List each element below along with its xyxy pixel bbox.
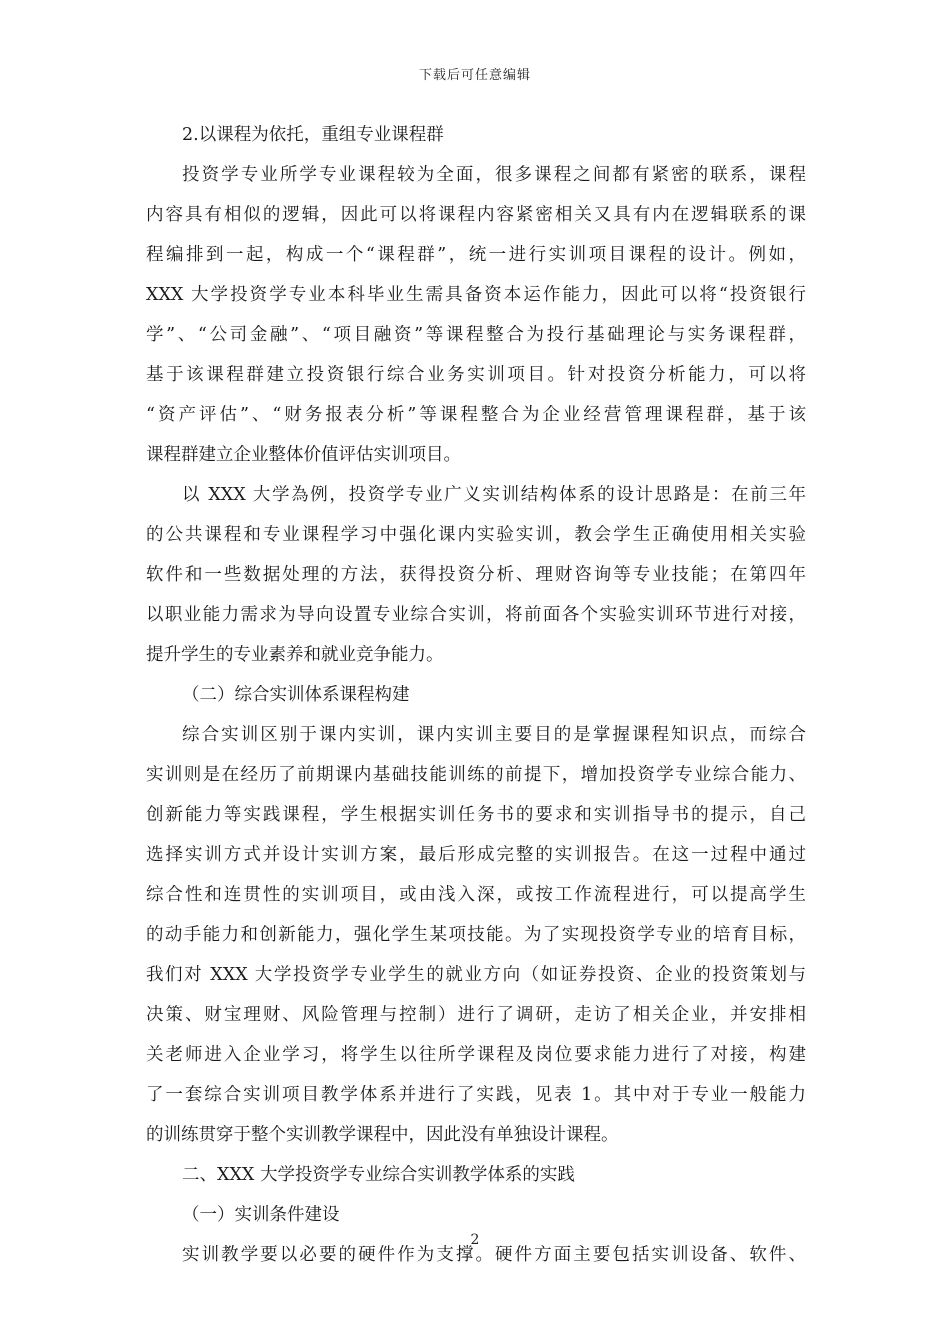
heading-line: 2.以课程为依托，重组专业课程群 bbox=[182, 125, 444, 145]
paragraph-line: 决策、财宝理财、风险管理与控制）进行了调研，走访了相关企业，并安排相 bbox=[146, 1005, 806, 1025]
paragraph-line: 的动手能力和创新能力，强化学生某项技能。为了实现投资学专业的培育目标， bbox=[146, 925, 806, 945]
paragraph-line: XXX 大学投资学专业本科毕业生需具备资本运作能力，因此可以将“投资银行 bbox=[146, 285, 806, 305]
paragraph-line: 内容具有相似的逻辑，因此可以将课程内容紧密相关又具有内在逻辑联系的课 bbox=[146, 205, 806, 225]
paragraph-line: 实训则是在经历了前期课内基础技能训练的前提下，增加投资学专业综合能力、 bbox=[146, 765, 806, 785]
paragraph-line: 基于该课程群建立投资银行综合业务实训项目。针对投资分析能力，可以将 bbox=[146, 365, 806, 385]
paragraph-line: 学”、“公司金融”、“项目融资”等课程整合为投行基础理论与实务课程群， bbox=[146, 325, 806, 345]
paragraph-line: 关老师进入企业学习，将学生以往所学课程及岗位要求能力进行了对接，构建 bbox=[146, 1045, 806, 1065]
paragraph-line: 综合实训区别于课内实训，课内实训主要目的是掌握课程知识点，而综合 bbox=[182, 725, 806, 745]
paragraph-line: 提升学生的专业素养和就业竞争能力。 bbox=[146, 645, 444, 665]
paragraph-line: 程编排到一起，构成一个“课程群”，统一进行实训项目课程的设计。例如， bbox=[146, 245, 806, 265]
paragraph-line: 了一套综合实训项目教学体系并进行了实践，见表 1。其中对于专业一般能力 bbox=[146, 1085, 806, 1105]
paragraph-line: 实训教学要以必要的硬件作为支撑。硬件方面主要包括实训设备、软件、 bbox=[182, 1245, 806, 1265]
paragraph-line: 课程群建立企业整体价值评估实训项目。 bbox=[146, 445, 461, 465]
paragraph-line: 投资学专业所学专业课程较为全面，很多课程之间都有紧密的联系，课程 bbox=[182, 165, 806, 185]
page-header: 下载后可任意编辑 bbox=[418, 68, 531, 83]
paragraph-line: 以职业能力需求为导向设置专业综合实训，将前面各个实验实训环节进行对接， bbox=[146, 605, 806, 625]
paragraph-line: 软件和一些数据处理的方法，获得投资分析、理财咨询等专业技能；在第四年 bbox=[146, 565, 806, 585]
paragraph-line: 以 XXX 大学為例，投资学专业广义实训结构体系的设计思路是：在前三年 bbox=[182, 485, 806, 505]
paragraph-line: “资产评估”、“财务报表分析”等课程整合为企业经营管理课程群，基于该 bbox=[146, 405, 806, 425]
paragraph-line: 选择实训方式并设计实训方案，最后形成完整的实训报告。在这一过程中通过 bbox=[146, 845, 806, 865]
heading-line: 二、XXX 大学投资学专业综合实训教学体系的实践 bbox=[182, 1165, 575, 1185]
paragraph-line: 我们对 XXX 大学投资学专业学生的就业方向（如证券投资、企业的投资策划与 bbox=[146, 965, 806, 985]
heading-line: （二）综合实训体系课程构建 bbox=[182, 685, 410, 705]
page-number: 2 bbox=[470, 1232, 480, 1248]
paragraph-line: 综合性和连贯性的实训项目，或由浅入深，或按工作流程进行，可以提高学生 bbox=[146, 885, 806, 905]
heading-line: （一）实训条件建设 bbox=[182, 1205, 340, 1225]
paragraph-line: 的训练贯穿于整个实训教学课程中，因此没有单独设计课程。 bbox=[146, 1125, 619, 1145]
paragraph-line: 创新能力等实践课程，学生根据实训任务书的要求和实训指导书的提示，自己 bbox=[146, 805, 806, 825]
paragraph-line: 的公共课程和专业课程学习中强化课内实验实训，教会学生正确使用相关实验 bbox=[146, 525, 806, 545]
